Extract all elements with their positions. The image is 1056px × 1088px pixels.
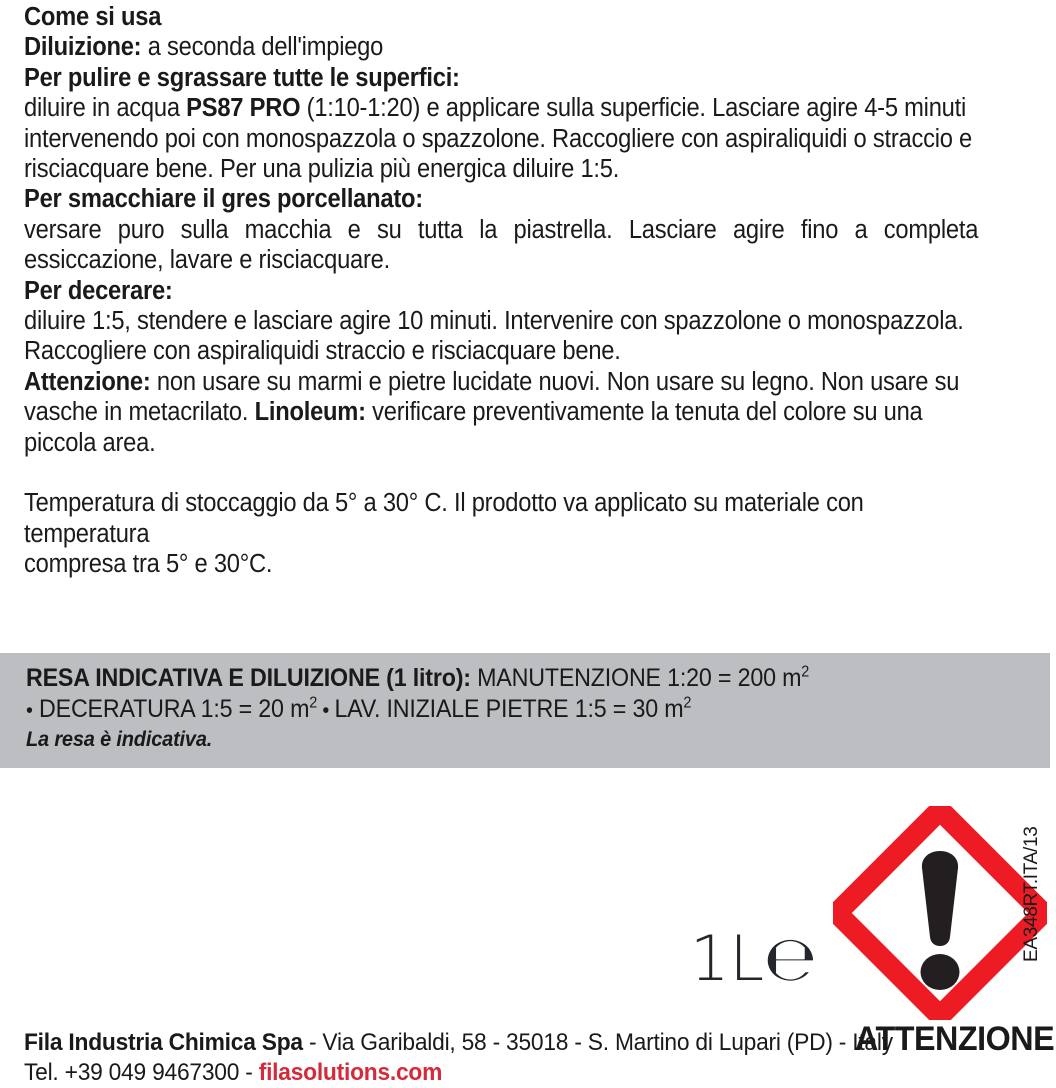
warning-paragraph (24, 367, 978, 458)
cleaning-line-1 (24, 93, 978, 123)
yield-panel (0, 653, 1050, 768)
volume-mark: 1L℮ (690, 922, 817, 995)
cleaning-line-3: risciacquare bene. Per una pulizia più energica diluire 1:5. (24, 155, 620, 184)
yield-line-1-value: MANUTENZIONE 1:20 = 200 m (470, 664, 802, 692)
cleaning-line-1-prefix: diluire in acqua (24, 94, 187, 123)
yield-disclaimer: La resa è indicativa. (26, 727, 213, 751)
cleaning-line-2: intervenendo poi con monospazzola o spazzolone. Raccogliere con aspiraliquidi o straccio e (24, 124, 973, 153)
dewaxing-line-2: Raccogliere con aspiraliquidi straccio e risciacquare bene. (24, 337, 621, 366)
warning-text-second: verificare preventivamente la tenuta del colore su una piccola area. (24, 398, 923, 457)
footer-line-1 (24, 1028, 893, 1058)
yield-bullet-2: • (317, 698, 335, 722)
product-name: PS87 PRO (186, 94, 301, 123)
ghs07-exclamation-mark-icon (833, 806, 1047, 1020)
yield-line-1 (26, 663, 971, 694)
stain-removal-body: versare puro sulla macchia e su tutta la piastrella. Lasciare agire fino a completa essiccazione, lavare e risciacquare. (24, 215, 979, 275)
dilution-line (24, 32, 978, 62)
storage-line-2: compresa tra 5° e 30°C. (24, 550, 273, 579)
dilution-value: a seconda dell'impiego (141, 33, 384, 62)
warning-text-first: non usare su marmi e pietre lucidate nuovi. Non usare su legno. Non usare su vasche in metacrilato. (24, 367, 960, 427)
dewaxing-line-1: diluire 1:5, stendere e lasciare agire 10 minuti. Intervenire con spazzolone o monospazzola. (24, 307, 964, 336)
linoleum-label: Linoleum: (254, 398, 366, 427)
company-name: Fila Industria Chimica Spa (24, 1029, 303, 1056)
section-title-dewaxing: Per decerare: (24, 276, 173, 305)
paragraph-spacer (24, 458, 978, 488)
yield-line-1-label: RESA INDICATIVA E DILUIZIONE (1 litro): (26, 664, 471, 692)
section-title-stain-removal: Per smacchiare il gres porcellanato: (24, 185, 423, 214)
yield-dewax-superscript: 2 (309, 694, 318, 712)
section-title-cleaning: Per pulire e sgrassare tutte le superfici: (24, 63, 460, 92)
storage-line-1: Temperatura di stoccaggio da 5° a 30° C. Il prodotto va applicato su materiale con temperatura (24, 489, 864, 548)
yield-dewax-value: DECERATURA 1:5 = 20 m (32, 695, 310, 723)
instructions-heading: Come si usa (24, 3, 162, 31)
yield-stone-superscript: 2 (683, 694, 692, 712)
yield-bullet-1: • (26, 698, 33, 722)
hazard-signal-word: ATTENZIONE (855, 1020, 1055, 1058)
usage-instructions-block (24, 2, 978, 580)
dilution-label: Diluizione: (24, 33, 142, 62)
footer-line-2 (24, 1058, 796, 1088)
yield-line-2 (26, 694, 971, 726)
company-address: - Via Garibaldi, 58 - 35018 - S. Martino di Lupari (PD) - Italy (302, 1029, 893, 1056)
company-website-link[interactable]: filasolutions.com (258, 1059, 443, 1086)
cleaning-line-1-suffix: (1:10-1:20) e applicare sulla superficie. Lasciare agire 4-5 minuti (300, 94, 967, 123)
manufacturer-footer (24, 1028, 893, 1088)
yield-panel-content (26, 663, 971, 753)
yield-stone-value: LAV. INIZIALE PIETRE 1:5 = 30 m (334, 695, 684, 723)
product-code-vertical: EA348RT.ITA/13 (1021, 826, 1042, 962)
warning-label: Attenzione: (24, 367, 151, 396)
company-phone: Tel. +39 049 9467300 - (24, 1059, 259, 1086)
yield-line-1-superscript: 2 (801, 663, 810, 681)
